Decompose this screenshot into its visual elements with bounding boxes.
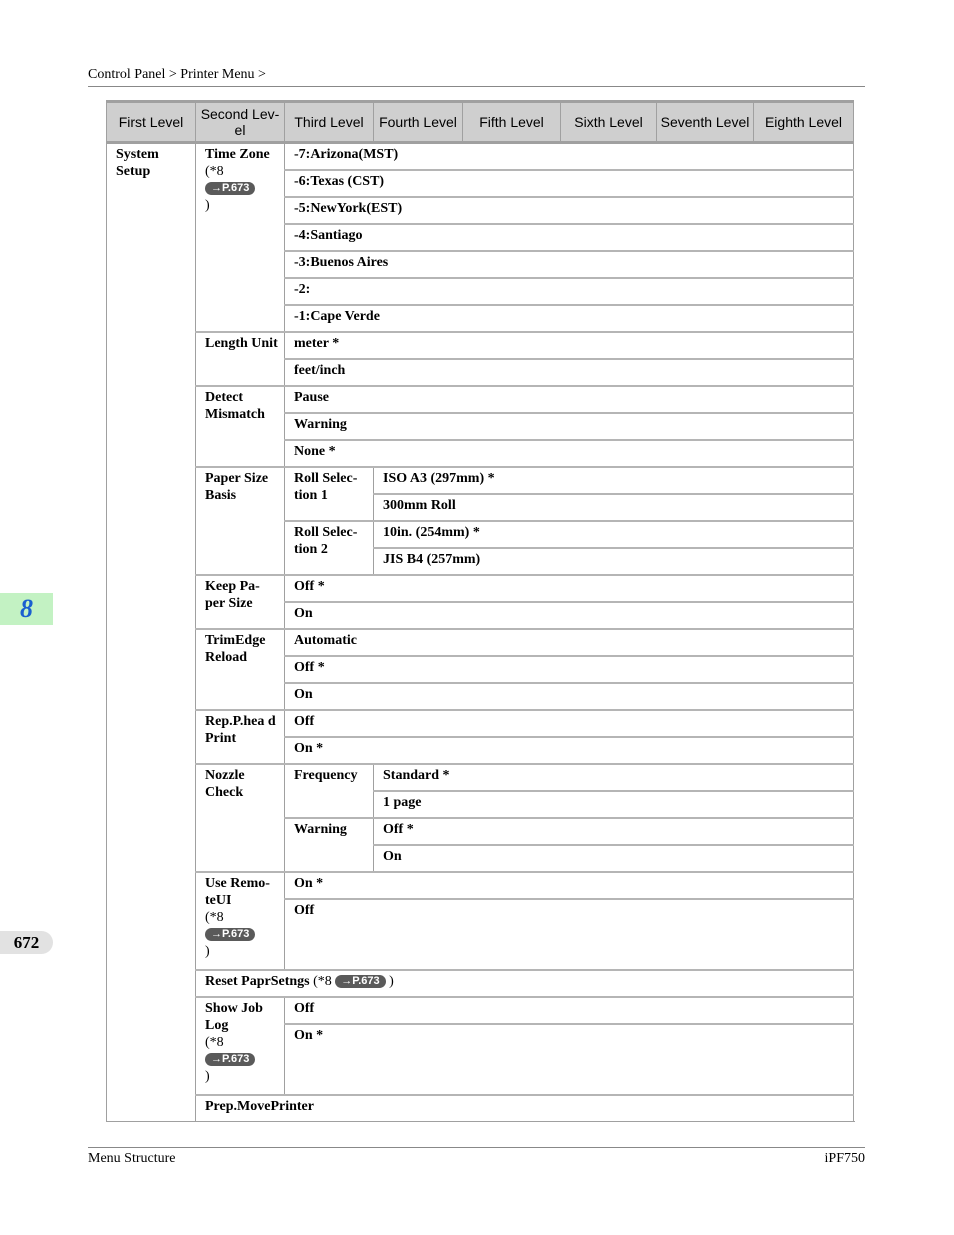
menu-item-prep-move-printer: Prep.MovePrinter bbox=[196, 1095, 854, 1122]
option-cell: -6:Texas (CST) bbox=[285, 170, 854, 197]
table-row bbox=[107, 710, 854, 737]
note-ref-open: (*8 bbox=[205, 164, 224, 179]
note-ref-close: ) bbox=[205, 944, 210, 959]
option-cell: feet/inch bbox=[285, 359, 854, 386]
option-cell: Off * bbox=[374, 818, 854, 845]
option-cell: -3:Buenos Aires bbox=[285, 251, 854, 278]
page-ref-link[interactable]: →P.673 bbox=[205, 182, 255, 195]
header-first-level: First Level bbox=[107, 102, 196, 143]
page-ref-link[interactable]: →P.673 bbox=[205, 1053, 255, 1066]
table-row bbox=[107, 764, 854, 791]
menu-item-label: Reset PaprSetngs bbox=[205, 974, 310, 989]
option-cell: On bbox=[285, 683, 854, 710]
table-row bbox=[107, 386, 854, 413]
note-ref-open: (*8 bbox=[313, 974, 332, 989]
menu-item-detect-mismatch: Detect Mismatch bbox=[196, 386, 285, 467]
menu-item-trimedge-reload: TrimEdge Reload bbox=[196, 629, 285, 710]
menu-item-warning: Warning bbox=[285, 818, 374, 872]
header-sixth-level: Sixth Level bbox=[561, 102, 657, 143]
table-row bbox=[107, 970, 854, 997]
table-row bbox=[107, 467, 854, 494]
chapter-tab[interactable]: 8 bbox=[0, 593, 53, 625]
menu-item-keep-paper-size: Keep Pa-per Size bbox=[196, 575, 285, 629]
option-cell: On bbox=[285, 602, 854, 629]
option-cell: On bbox=[374, 845, 854, 872]
note-ref-open: (*8 bbox=[205, 910, 224, 925]
menu-item-show-job-log bbox=[196, 997, 285, 1095]
option-cell: -4:Santiago bbox=[285, 224, 854, 251]
note-ref-close: ) bbox=[389, 974, 394, 989]
menu-item-paper-size-basis: Paper Size Basis bbox=[196, 467, 285, 575]
option-cell: On * bbox=[285, 737, 854, 764]
footer-model-name: iPF750 bbox=[824, 1151, 865, 1166]
menu-item-nozzle-check: Nozzle Check bbox=[196, 764, 285, 872]
menu-item-roll-selection-1: Roll Selec-tion 1 bbox=[285, 467, 374, 521]
menu-item-system-setup: System Setup bbox=[107, 143, 196, 1122]
menu-item-roll-selection-2: Roll Selec-tion 2 bbox=[285, 521, 374, 575]
option-cell: -5:NewYork(EST) bbox=[285, 197, 854, 224]
option-cell: Off * bbox=[285, 575, 854, 602]
option-cell: None * bbox=[285, 440, 854, 467]
table-row bbox=[107, 143, 854, 171]
option-cell: ISO A3 (297mm) * bbox=[374, 467, 854, 494]
table-row bbox=[107, 629, 854, 656]
option-cell: 1 page bbox=[374, 791, 854, 818]
option-cell: -2: bbox=[285, 278, 854, 305]
header-second-level: Second Lev-el bbox=[196, 102, 285, 143]
menu-item-time-zone bbox=[196, 143, 285, 333]
option-cell: Off bbox=[285, 899, 854, 970]
note-ref-close: ) bbox=[205, 1069, 210, 1084]
menu-item-label: Use Remo-teUI bbox=[205, 876, 270, 908]
menu-item-use-remote-ui bbox=[196, 872, 285, 970]
option-cell: 10in. (254mm) * bbox=[374, 521, 854, 548]
menu-item-label: Show Job Log bbox=[205, 1001, 263, 1033]
table-row bbox=[107, 1095, 854, 1122]
table-row bbox=[107, 997, 854, 1024]
menu-item-reset-paper-settings bbox=[196, 970, 854, 997]
option-cell: Warning bbox=[285, 413, 854, 440]
page-ref-link[interactable]: →P.673 bbox=[335, 975, 385, 988]
option-cell: Off bbox=[285, 997, 854, 1024]
table-row bbox=[107, 872, 854, 899]
footer-section-title: Menu Structure bbox=[88, 1151, 176, 1166]
menu-item-label: Time Zone bbox=[205, 147, 270, 162]
option-cell: -7:Arizona(MST) bbox=[285, 143, 854, 171]
menu-item-frequency: Frequency bbox=[285, 764, 374, 818]
note-ref-close: ) bbox=[205, 198, 210, 213]
page-number: 672 bbox=[0, 931, 53, 954]
page-footer bbox=[88, 1147, 865, 1168]
breadcrumb: Control Panel > Printer Menu > bbox=[88, 66, 865, 87]
header-third-level: Third Level bbox=[285, 102, 374, 143]
option-cell: 300mm Roll bbox=[374, 494, 854, 521]
option-cell: Off * bbox=[285, 656, 854, 683]
page-ref-link[interactable]: →P.673 bbox=[205, 928, 255, 941]
header-fifth-level: Fifth Level bbox=[463, 102, 561, 143]
menu-item-rep-phead-print: Rep.P.hea d Print bbox=[196, 710, 285, 764]
option-cell: meter * bbox=[285, 332, 854, 359]
option-cell: -1:Cape Verde bbox=[285, 305, 854, 332]
table-row bbox=[107, 332, 854, 359]
table-row bbox=[107, 575, 854, 602]
option-cell: Off bbox=[285, 710, 854, 737]
header-eighth-level: Eighth Level bbox=[754, 102, 854, 143]
option-cell: JIS B4 (257mm) bbox=[374, 548, 854, 575]
table-header-row bbox=[107, 102, 854, 143]
option-cell: Standard * bbox=[374, 764, 854, 791]
option-cell: Pause bbox=[285, 386, 854, 413]
note-ref-open: (*8 bbox=[205, 1035, 224, 1050]
option-cell: Automatic bbox=[285, 629, 854, 656]
option-cell: On * bbox=[285, 1024, 854, 1095]
header-fourth-level: Fourth Level bbox=[374, 102, 463, 143]
option-cell: On * bbox=[285, 872, 854, 899]
menu-structure-table bbox=[106, 100, 854, 1122]
menu-item-length-unit: Length Unit bbox=[196, 332, 285, 386]
header-seventh-level: Seventh Level bbox=[657, 102, 754, 143]
